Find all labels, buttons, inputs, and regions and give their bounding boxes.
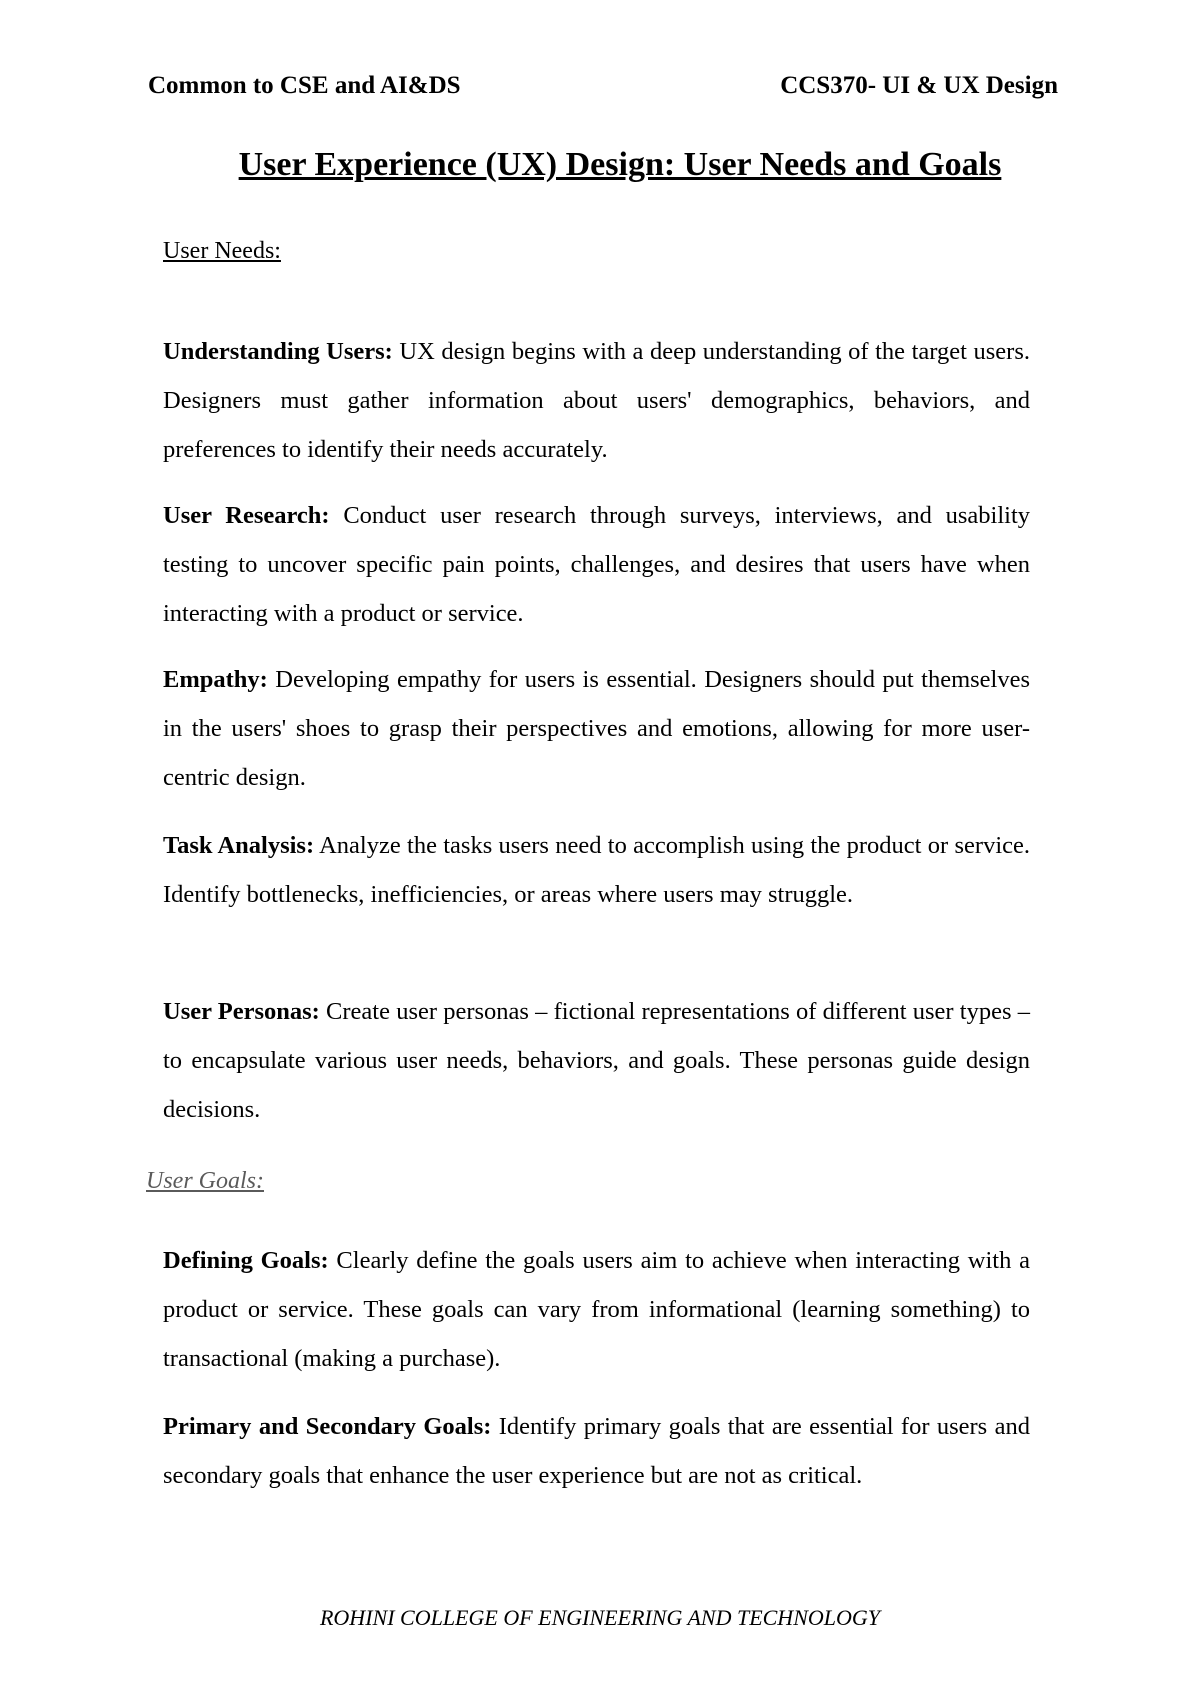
term-label: Primary and Secondary Goals: bbox=[163, 1413, 492, 1440]
paragraph-defining-goals bbox=[163, 1236, 1030, 1383]
user-goals-heading: User Goals: bbox=[146, 1168, 264, 1194]
paragraph-user-research bbox=[163, 491, 1030, 638]
page-footer: ROHINI COLLEGE OF ENGINEERING AND TECHNOLOGY bbox=[319, 1605, 880, 1630]
paragraph-text: Identify primary goals that are essential for users and secondary goals that enhance the user experience but are not as critical. bbox=[163, 1413, 1030, 1489]
paragraph-text: UX design begins with a deep understanding of the target users. Designers must gather information about users' demographics, behaviors, and preferences to identify their needs accurately. bbox=[163, 338, 1030, 463]
term-label: User Research: bbox=[163, 502, 330, 529]
header-right: CCS370- UI & UX Design bbox=[780, 72, 1058, 99]
paragraph-text: Create user personas – fictional representations of different user types – to encapsulate various user needs, behaviors, and goals. These personas guide design decisions. bbox=[163, 998, 1030, 1123]
term-label: Understanding Users: bbox=[163, 338, 393, 365]
paragraph-user-personas bbox=[163, 987, 1030, 1134]
header-left: Common to CSE and AI&DS bbox=[148, 72, 461, 99]
paragraph-understanding-users bbox=[163, 327, 1030, 474]
paragraph-text: Developing empathy for users is essential. Designers should put themselves in the users' shoes to grasp their perspectives and emotions, allowing for more user-centric design. bbox=[163, 666, 1030, 791]
paragraph-empathy bbox=[163, 655, 1030, 802]
page-title: User Experience (UX) Design: User Needs and Goals bbox=[238, 146, 1002, 183]
paragraph-text: Clearly define the goals users aim to achieve when interacting with a product or service. These goals can vary from informational (learning something) to transactional (making a purchase). bbox=[163, 1247, 1030, 1372]
paragraph-primary-secondary-goals bbox=[163, 1402, 1030, 1500]
term-label: Defining Goals: bbox=[163, 1247, 329, 1274]
paragraph-text: Conduct user research through surveys, interviews, and usability testing to uncover specific pain points, challenges, and desires that users have when interacting with a product or service. bbox=[163, 502, 1030, 627]
paragraph-task-analysis bbox=[163, 821, 1030, 919]
term-label: User Personas: bbox=[163, 998, 320, 1025]
term-label: Task Analysis: bbox=[163, 832, 315, 859]
term-label: Empathy: bbox=[163, 666, 268, 693]
paragraph-text: Analyze the tasks users need to accomplish using the product or service. Identify bottlenecks, inefficiencies, or areas where users may struggle. bbox=[163, 832, 1030, 908]
page-header bbox=[148, 72, 1058, 100]
user-needs-heading: User Needs: bbox=[163, 238, 281, 264]
